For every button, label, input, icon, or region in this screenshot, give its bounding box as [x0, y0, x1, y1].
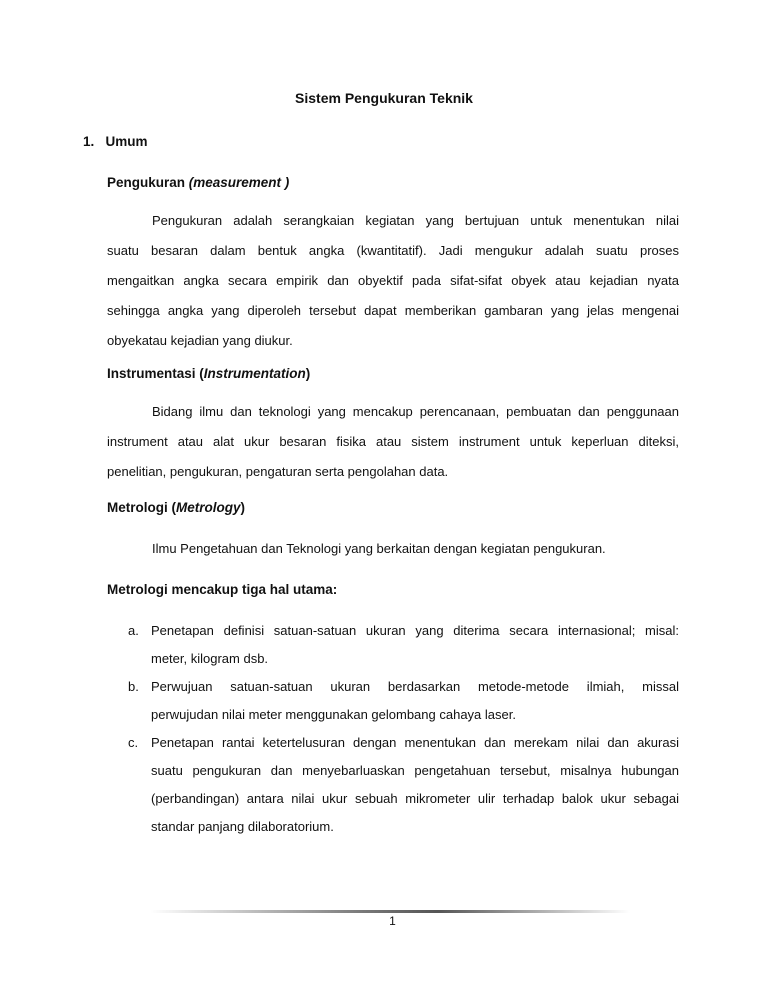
- heading-instrumentasi-plain: Instrumentasi (: [107, 366, 204, 381]
- heading-instrumentasi-close: ): [305, 366, 311, 381]
- list-item: [128, 673, 679, 729]
- heading-metrologi: [107, 500, 245, 515]
- heading-instrumentasi: [107, 366, 310, 381]
- list-item-line: Perwujuan satuan-satuan ukuran berdasarkan metode-metode ilmiah, missal: [151, 679, 679, 694]
- paragraph-line: Ilmu Pengetahuan dan Teknologi yang berkaitan dengan kegiatan pengukuran.: [152, 541, 606, 556]
- heading-instrumentasi-italic: Instrumentation: [203, 366, 306, 381]
- list-item: [128, 617, 679, 673]
- paragraph-line: Pengukuran adalah serangkaian kegiatan yang bertujuan untuk menentukan nilai: [152, 213, 679, 228]
- list-item-line: suatu pengukuran dan menyebarluaskan pengetahuan tersebut, misalnya hubungan: [151, 763, 679, 778]
- list-marker: c.: [128, 735, 139, 750]
- list-item: [128, 729, 679, 841]
- heading-metrologi-close: ): [240, 500, 246, 515]
- list-item-line: perwujudan nilai meter menggunakan gelombang cahaya laser.: [151, 707, 516, 722]
- footer-divider: [150, 910, 630, 913]
- paragraph-line: instrument atau alat ukur besaran fisika atau sistem instrument untuk keperluan diteksi,: [107, 434, 679, 449]
- paragraph-line: sehingga angka yang diperoleh tersebut dapat memberikan gambaran yang jelas mengenai: [107, 303, 679, 318]
- paragraph-line: obyekatau kejadian yang diukur.: [107, 333, 293, 348]
- paragraph-line: Bidang ilmu dan teknologi yang mencakup perencanaan, pembuatan dan penggunaan: [152, 404, 679, 419]
- list-item-line: Penetapan definisi satuan-satuan ukuran yang diterima secara internasional; misal:: [151, 623, 679, 638]
- paragraph-pengukuran: [107, 206, 679, 356]
- heading-pengukuran-plain: Pengukuran: [107, 175, 189, 190]
- heading-pengukuran: [107, 175, 289, 190]
- paragraph-metrologi: [107, 534, 679, 564]
- list-marker: a.: [128, 623, 139, 638]
- document-title: Sistem Pengukuran Teknik: [295, 90, 473, 106]
- list-item-line: meter, kilogram dsb.: [151, 651, 269, 666]
- heading-metrologi-italic: Metrology: [176, 500, 241, 515]
- paragraph-instrumentasi: [107, 397, 679, 487]
- section-title: Umum: [105, 134, 148, 149]
- list-item-line: Penetapan rantai ketertelusuran dengan menentukan dan merekam nilai dan akurasi: [151, 735, 679, 750]
- paragraph-line: mengaitkan angka secara empirik dan obyektif pada sifat-sifat obyek atau kejadian nyata: [107, 273, 679, 288]
- metrologi-list: [128, 617, 679, 841]
- heading-metrologi-plain: Metrologi (: [107, 500, 176, 515]
- page-number: 1: [389, 914, 396, 928]
- section-heading-umum: [83, 134, 148, 149]
- heading-pengukuran-italic: (measurement ): [188, 175, 290, 190]
- section-number: 1.: [83, 134, 95, 149]
- heading-metrologi-mencakup: Metrologi mencakup tiga hal utama:: [107, 582, 338, 597]
- list-item-line: (perbandingan) antara nilai ukur sebuah mikrometer ulir terhadap balok ukur sebagai: [151, 791, 679, 806]
- list-item-line: standar panjang dilaboratorium.: [151, 819, 334, 834]
- paragraph-line: suatu besaran dalam bentuk angka (kwantitatif). Jadi mengukur adalah suatu proses: [107, 243, 679, 258]
- list-marker: b.: [128, 679, 139, 694]
- paragraph-line: penelitian, pengukuran, pengaturan serta pengolahan data.: [107, 464, 449, 479]
